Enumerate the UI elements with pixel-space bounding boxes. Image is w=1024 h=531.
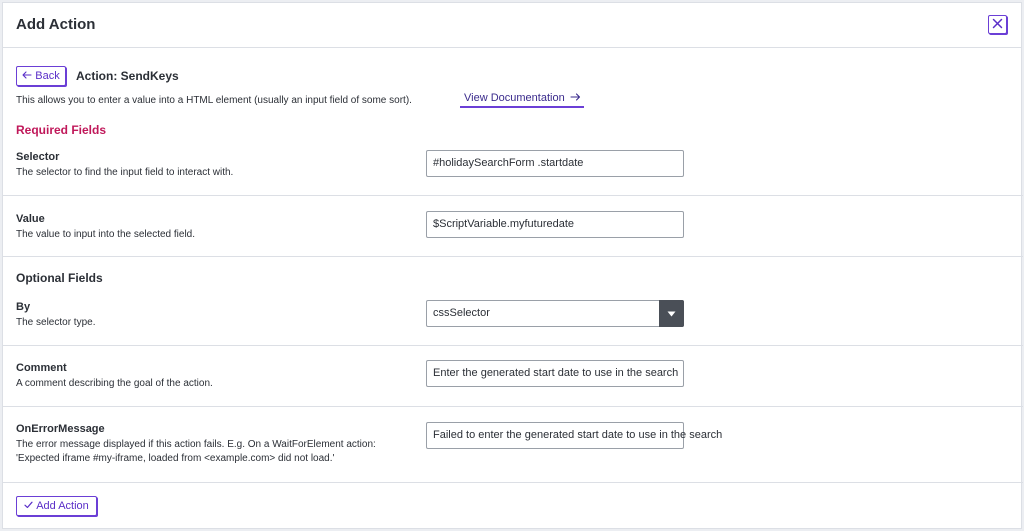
check-icon (24, 500, 33, 512)
required-fields-section (3, 49, 1023, 196)
by-select-value: cssSelector (433, 307, 490, 319)
comment-input[interactable]: Enter the generated start date to use in the search (426, 360, 684, 387)
on-error-section (3, 407, 1023, 483)
selector-input[interactable]: #holidaySearchForm .startdate (426, 150, 684, 177)
by-select[interactable] (426, 300, 684, 327)
comment-label: Comment (16, 362, 67, 374)
action-title: Action: SendKeys (76, 69, 179, 83)
selector-help: The selector to find the input field to interact with. (16, 167, 234, 178)
on-error-help-line2: 'Expected iframe #my-iframe, loaded from <example.com> did not load.' (16, 453, 335, 464)
close-button[interactable] (988, 15, 1007, 34)
optional-fields-section (3, 257, 1023, 346)
back-button[interactable] (16, 66, 66, 86)
on-error-help-line1: The error message displayed if this action fails. E.g. On a WaitForElement action: (16, 439, 376, 450)
by-label: By (16, 301, 31, 313)
on-error-label: OnErrorMessage (16, 423, 105, 435)
add-action-button[interactable] (16, 496, 97, 516)
value-section (3, 196, 1023, 257)
optional-fields-heading: Optional Fields (16, 271, 103, 285)
comment-help: A comment describing the goal of the action. (16, 378, 213, 389)
comment-section (3, 346, 1023, 407)
arrow-left-icon (22, 70, 32, 82)
close-icon (992, 16, 1003, 34)
view-documentation-link[interactable] (460, 92, 584, 108)
value-label: Value (16, 213, 45, 225)
action-description: This allows you to enter a value into a HTML element (usually an input field of some sort). (16, 95, 412, 106)
dialog-header (3, 3, 1021, 48)
doc-link-label: View Documentation (464, 92, 565, 104)
dialog-footer (3, 483, 1023, 528)
value-help: The value to input into the selected field. (16, 229, 196, 240)
add-action-label: Add Action (36, 500, 89, 512)
by-help: The selector type. (16, 317, 96, 328)
dialog-title: Add Action (16, 16, 96, 33)
selector-label: Selector (16, 151, 60, 163)
add-action-dialog (2, 2, 1022, 529)
required-fields-heading: Required Fields (16, 123, 107, 137)
back-button-label: Back (35, 70, 60, 82)
arrow-right-icon (570, 92, 581, 104)
on-error-input[interactable]: Failed to enter the generated start date to use in the search (426, 422, 684, 449)
caret-down-icon[interactable] (659, 300, 684, 327)
value-input[interactable]: $ScriptVariable.myfuturedate (426, 211, 684, 238)
